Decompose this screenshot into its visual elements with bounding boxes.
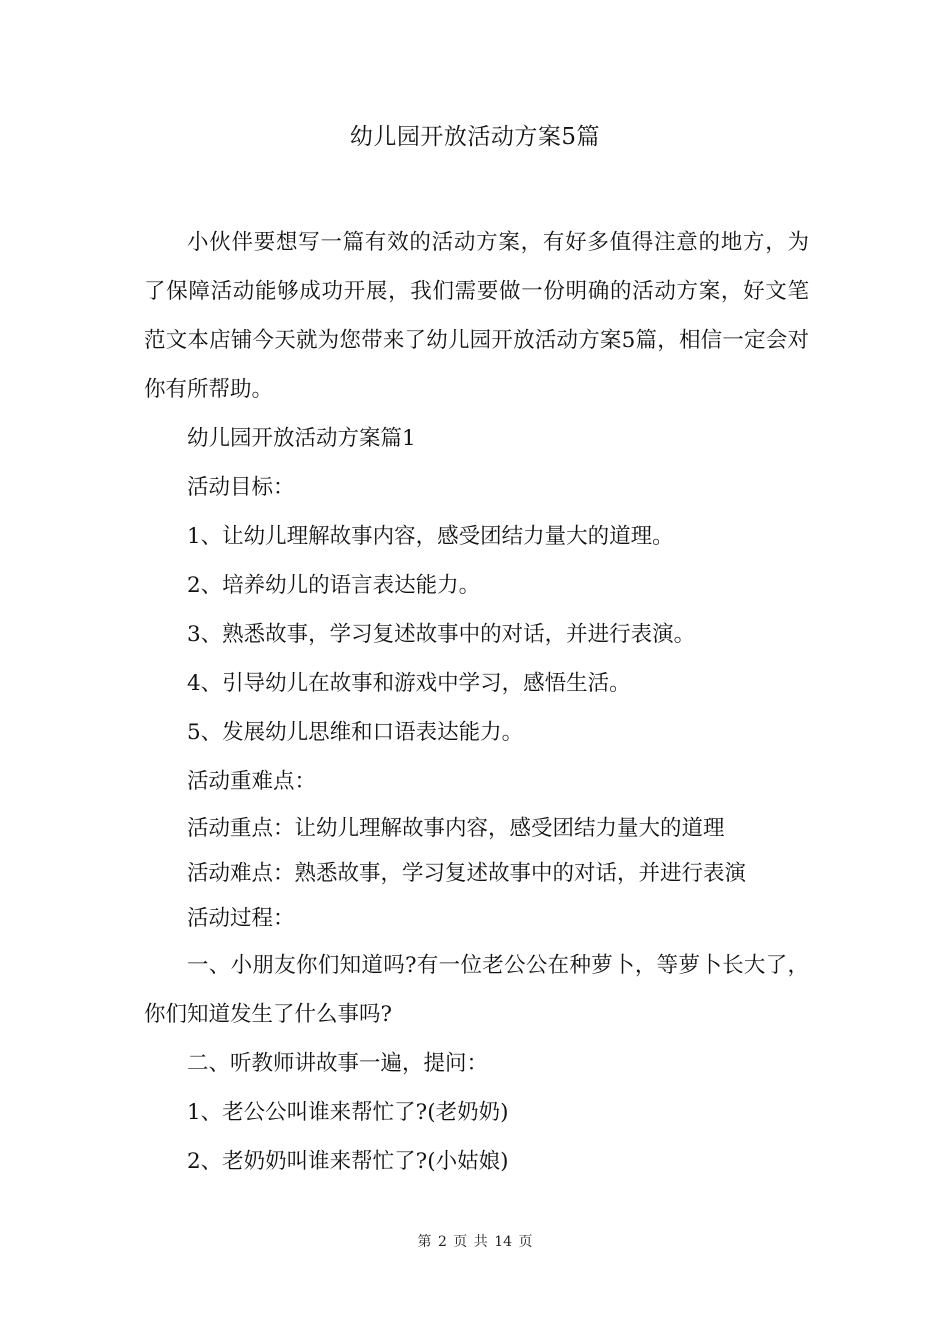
process-heading: 活动过程： (187, 906, 295, 931)
question-item: 1、老公公叫谁来帮忙了?(老奶奶) (187, 1100, 509, 1125)
page-number: 第 2 页 共 14 页 (417, 1234, 533, 1250)
process-step: 二、听教师讲故事一遍，提问： (187, 1051, 489, 1076)
key-points-heading: 活动重难点： (187, 769, 317, 794)
document-title: 幼儿园开放活动方案5篇 (349, 124, 601, 150)
difficult-point: 活动难点：熟悉故事，学习复述故事中的对话，并进行表演 (187, 861, 747, 886)
goals-heading: 活动目标： (187, 475, 295, 500)
process-step: 一、小朋友你们知道吗?有一位老公公在种萝卜，等萝卜长大了，你们知道发生了什么事吗? (144, 953, 809, 1027)
key-point: 活动重点：让幼儿理解故事内容，感受团结力量大的道理 (187, 816, 725, 841)
goal-item: 1、让幼儿理解故事内容，感受团结力量大的道理。 (187, 524, 674, 549)
goal-item: 2、培养幼儿的语言表达能力。 (187, 573, 481, 598)
section-heading: 幼儿园开放活动方案篇1 (187, 426, 416, 451)
document-body (144, 218, 809, 1186)
goal-item: 5、发展幼儿思维和口语表达能力。 (187, 720, 524, 745)
goal-item: 3、熟悉故事，学习复述故事中的对话，并进行表演。 (187, 622, 696, 647)
intro-paragraph: 小伙伴要想写一篇有效的活动方案，有好多值得注意的地方，为了保障活动能够成功开展，我们需要做一份明确的活动方案，好文笔范文本店铺今天就为您带来了幼儿园开放活动方案5篇，相信一定会对你有所帮助。 (144, 230, 809, 402)
question-item: 2、老奶奶叫谁来帮忙了?(小姑娘) (187, 1149, 509, 1174)
goal-item: 4、引导幼儿在故事和游戏中学习，感悟生活。 (187, 671, 631, 696)
